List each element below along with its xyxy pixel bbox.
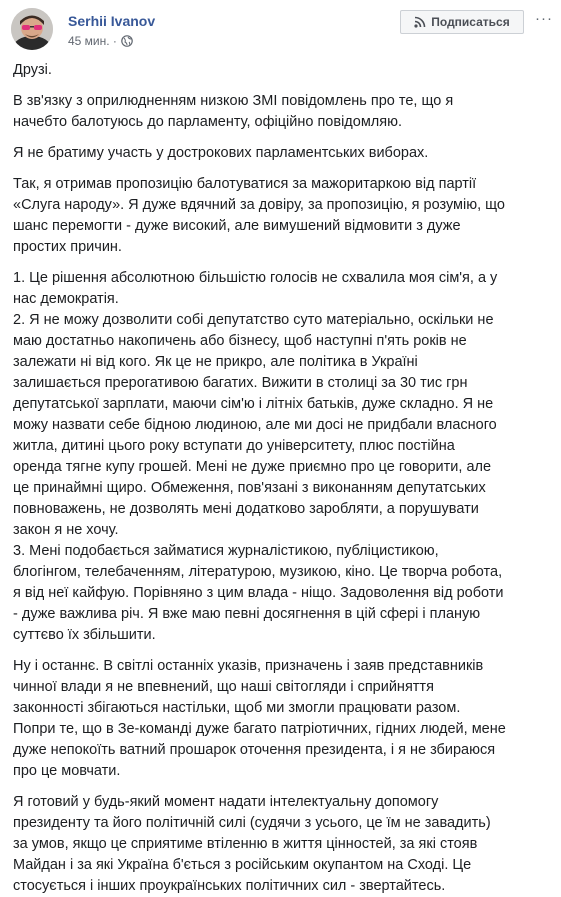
paragraph-gap — [13, 782, 553, 792]
post-text-line: я від неї кайфую. Порівняно з цим влада - ніщо. Задоволення від роботи — [13, 585, 504, 601]
post-text-line: Друзі. — [13, 62, 52, 78]
post-text-line: дуже непокоїть ватний прошарок оточення президента, і я не збираюся — [13, 742, 496, 758]
post-text-line: законності збігаються настільки, щоб ми змогли працювати разом. — [13, 700, 461, 716]
subscribe-label: Подписаться — [431, 15, 510, 29]
post-time[interactable]: 45 мин. · — [68, 34, 117, 48]
post-text-line: - дуже важлива річ. Я вже маю певні досягнення в цій сфері і планую — [13, 606, 481, 622]
avatar[interactable] — [11, 8, 53, 50]
post-text-line: стосується і інших проукраїнських політичних сил - звертайтесь. — [13, 878, 446, 894]
post-text-line: маю достатньо накопичень або бізнесу, щоб наступні п'ять років не — [13, 333, 467, 349]
post-text-line: суттєво їх збільшити. — [13, 627, 156, 643]
post-text-line: залежати ні від кого. Як це не прикро, але політика в Україні — [13, 354, 418, 370]
post-text-line: блогінгом, телебаченням, літературою, музикою, кіно. Це творча робота, — [13, 564, 503, 580]
post-text-line: начебто балотуюсь до парламенту, офіційно повідомляю. — [13, 114, 403, 130]
subscribe-button[interactable] — [400, 10, 524, 34]
post-text-line: за умов, якщо це сприятиме втіленню в життя цінностей, за які стояв — [13, 836, 478, 852]
post-text-line: чинної влади я не впевнений, що наші світогляди і сприйняття — [13, 679, 434, 695]
post-meta — [68, 34, 133, 48]
post-text-line: це принаймні щиро. Обмеження, пов'язані з виконанням депутатських — [13, 480, 486, 496]
post-text-line: Попри те, що в Зе-команді дуже багато патріотичних, гідних людей, мене — [13, 721, 506, 737]
globe-icon[interactable] — [121, 35, 133, 47]
post-text-line: простих причин. — [13, 239, 122, 255]
post-text-line: закон я не хочу. — [13, 522, 119, 538]
post-text-line: В зв'язку з оприлюдненням низкою ЗМІ повідомлень про те, що я — [13, 93, 454, 109]
post-text-line: оренда тягне купу грошей. Мені не дуже приємно про це говорити, але — [13, 459, 492, 475]
more-options-icon[interactable]: ··· — [535, 9, 553, 27]
post-text-line: нас демократія. — [13, 291, 119, 307]
post-text-line: житла, дитині цього року вступати до університету, плюс постійна — [13, 438, 455, 454]
post-text-line: президенту та його політичній силі (судячи з усього, це їм не завадить) — [13, 815, 491, 831]
rss-icon — [414, 16, 426, 28]
post-text-line: можу назвати себе бідною людиною, але ми досі не придбали власного — [13, 417, 497, 433]
post-text-line: Майдан і за які Україна б'ється з російським окупантом на Сході. Це — [13, 857, 472, 873]
avatar-image — [11, 8, 53, 50]
post-text-line: депутатської зарплати, маючи сім'ю і літніх батьків, дуже складно. Я не — [13, 396, 494, 412]
paragraph-gap — [13, 258, 553, 268]
paragraph-gap — [13, 81, 553, 91]
post-text-line: 1. Це рішення абсолютною більшістю голосів не схвалила моя сім'я, а у — [13, 270, 498, 286]
post-text-line: Ну і останнє. В світлі останніх указів, призначень і заяв представників — [13, 658, 484, 674]
post-text-line: залишається прерогативою багатих. Вижити в столиці за 30 тис грн — [13, 375, 468, 391]
post-text-line: Так, я отримав пропозицію балотуватися за мажоритаркою від партії — [13, 176, 477, 192]
post-header — [0, 0, 561, 62]
post-text-line: Я готовий у будь-який момент надати інтелектуальну допомогу — [13, 794, 439, 810]
post-text-line: повноважень, не дозволять мені додатково заробляти, а порушувати — [13, 501, 479, 517]
post-text-line: про це мовчати. — [13, 763, 121, 779]
post-text-line: «Слуга народу». Я дуже вдячний за довіру, за пропозицію, я розумію, що — [13, 197, 505, 213]
post-text-line: 3. Мені подобається займатися журналістикою, публіцистикою, — [13, 543, 439, 559]
paragraph-gap — [13, 164, 553, 174]
post-text-line: шанс перемогти - дуже високий, але вимушений відмовити з дуже — [13, 218, 461, 234]
paragraph-gap — [13, 133, 553, 143]
author-name[interactable]: Serhii Ivanov — [68, 13, 156, 29]
post-text-line: Я не братиму участь у дострокових парламентських виборах. — [13, 145, 429, 161]
post-text — [13, 60, 553, 897]
post-text-line: 2. Я не можу дозволити собі депутатство суто матеріально, оскільки не — [13, 312, 494, 328]
paragraph-gap — [13, 646, 553, 656]
